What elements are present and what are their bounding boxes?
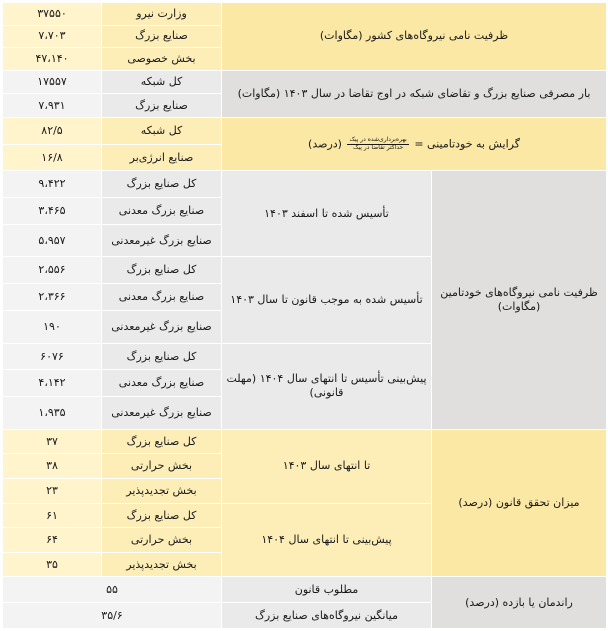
peak-title: بار مصرفی صنایع بزرگ و تقاضای شبکه در اوج تقاضا در سال ۱۴۰۳ (مگاوات)	[222, 70, 607, 117]
row-label: صنایع بزرگ	[102, 94, 222, 118]
row-label: صنایع بزرگ	[102, 25, 222, 48]
row-value: ۷،۷۰۳	[3, 25, 102, 48]
row-value: ۱۶/۸	[3, 144, 102, 171]
group-title: پیش‌بینی تأسیس تا انتهای سال ۱۴۰۴ (مهلت قانونی)	[222, 343, 432, 429]
row-label: بخش تجدیدپذیر	[102, 478, 222, 503]
row-value: ۱۷۵۵۷	[3, 70, 102, 94]
row-label: صنایع بزرگ معدنی	[102, 197, 222, 224]
row-label: صنایع بزرگ معدنی	[102, 370, 222, 397]
table-row	[3, 429, 607, 454]
fraction-numerator: بهره‌برداری‌شده در پیک	[349, 135, 407, 143]
row-value: ۶۰۷۶	[3, 343, 102, 370]
group-title: تا انتهای سال ۱۴۰۳	[222, 429, 432, 503]
row-value: ۲،۵۵۶	[3, 257, 102, 284]
group-title: پیش‌بینی تا انتهای سال ۱۴۰۴	[222, 503, 432, 577]
row-label: صنایع بزرگ غیرمعدنی	[102, 310, 222, 343]
row-value: ۵،۹۵۷	[3, 224, 102, 257]
row-value: ۲،۳۶۶	[3, 284, 102, 311]
tendency-title	[222, 117, 607, 170]
efficiency-title: راندمان یا بازده (درصد)	[432, 577, 607, 629]
table-row	[3, 3, 607, 26]
row-label: کل صنایع بزرگ	[102, 343, 222, 370]
row-value: ۵۵	[3, 577, 222, 603]
row-value: ۴،۱۴۲	[3, 370, 102, 397]
row-label: بخش حرارتی	[102, 528, 222, 553]
row-value: ۱۹۰	[3, 310, 102, 343]
fraction-denominator: حداکثر تقاضا در پیک	[353, 143, 404, 151]
table-row	[3, 70, 607, 94]
row-label: کل شبکه	[102, 70, 222, 94]
row-value: ۶۴	[3, 528, 102, 553]
row-value: ۳۸	[3, 454, 102, 479]
row-label: کل صنایع بزرگ	[102, 171, 222, 198]
row-label: میانگین نیروگاه‌های صنایع بزرگ	[222, 603, 432, 629]
row-label: صنایع بزرگ غیرمعدنی	[102, 224, 222, 257]
energy-data-table	[2, 2, 607, 629]
row-value: ۳۷	[3, 429, 102, 454]
row-value: ۴۷،۱۴۰	[3, 48, 102, 71]
row-value: ۱،۹۳۵	[3, 396, 102, 429]
row-value: ۳۵	[3, 552, 102, 577]
row-value: ۳۵/۶	[3, 603, 222, 629]
tendency-fraction	[347, 137, 408, 152]
row-label: کل صنایع بزرگ	[102, 503, 222, 528]
table-row	[3, 117, 607, 144]
tendency-title-prefix: گرایش به خودتامینی =	[414, 137, 520, 151]
self-supply-title: ظرفیت نامی نیروگاه‌های خودتامین (مگاوات)	[432, 171, 607, 430]
row-label: بخش حرارتی	[102, 454, 222, 479]
tendency-title-suffix: (درصد)	[308, 137, 342, 151]
row-label: بخش تجدیدپذیر	[102, 552, 222, 577]
group-title: تأسیس شده به موجب قانون تا سال ۱۴۰۳	[222, 257, 432, 343]
row-label: بخش خصوصی	[102, 48, 222, 71]
row-label: صنایع انرژی‌بر	[102, 144, 222, 171]
row-value: ۹،۴۲۲	[3, 171, 102, 198]
row-label: مطلوب قانون	[222, 577, 432, 603]
row-label: کل شبکه	[102, 117, 222, 144]
row-label: صنایع بزرگ غیرمعدنی	[102, 396, 222, 429]
row-label: کل صنایع بزرگ	[102, 257, 222, 284]
row-label: کل صنایع بزرگ	[102, 429, 222, 454]
table-row	[3, 577, 607, 603]
row-label: وزارت نیرو	[102, 3, 222, 26]
law-title: میزان تحقق قانون (درصد)	[432, 429, 607, 577]
row-value: ۲۳	[3, 478, 102, 503]
row-value: ۶۱	[3, 503, 102, 528]
row-label: صنایع بزرگ معدنی	[102, 284, 222, 311]
row-value: ۳،۴۶۵	[3, 197, 102, 224]
row-value: ۳۷۵۵۰	[3, 3, 102, 26]
row-value: ۷،۹۳۱	[3, 94, 102, 118]
capacity-title: ظرفیت نامی نیروگاه‌های کشور (مگاوات)	[222, 3, 607, 71]
table-row	[3, 171, 607, 198]
row-value: ۸۲/۵	[3, 117, 102, 144]
group-title: تأسیس شده تا اسفند ۱۴۰۳	[222, 171, 432, 257]
